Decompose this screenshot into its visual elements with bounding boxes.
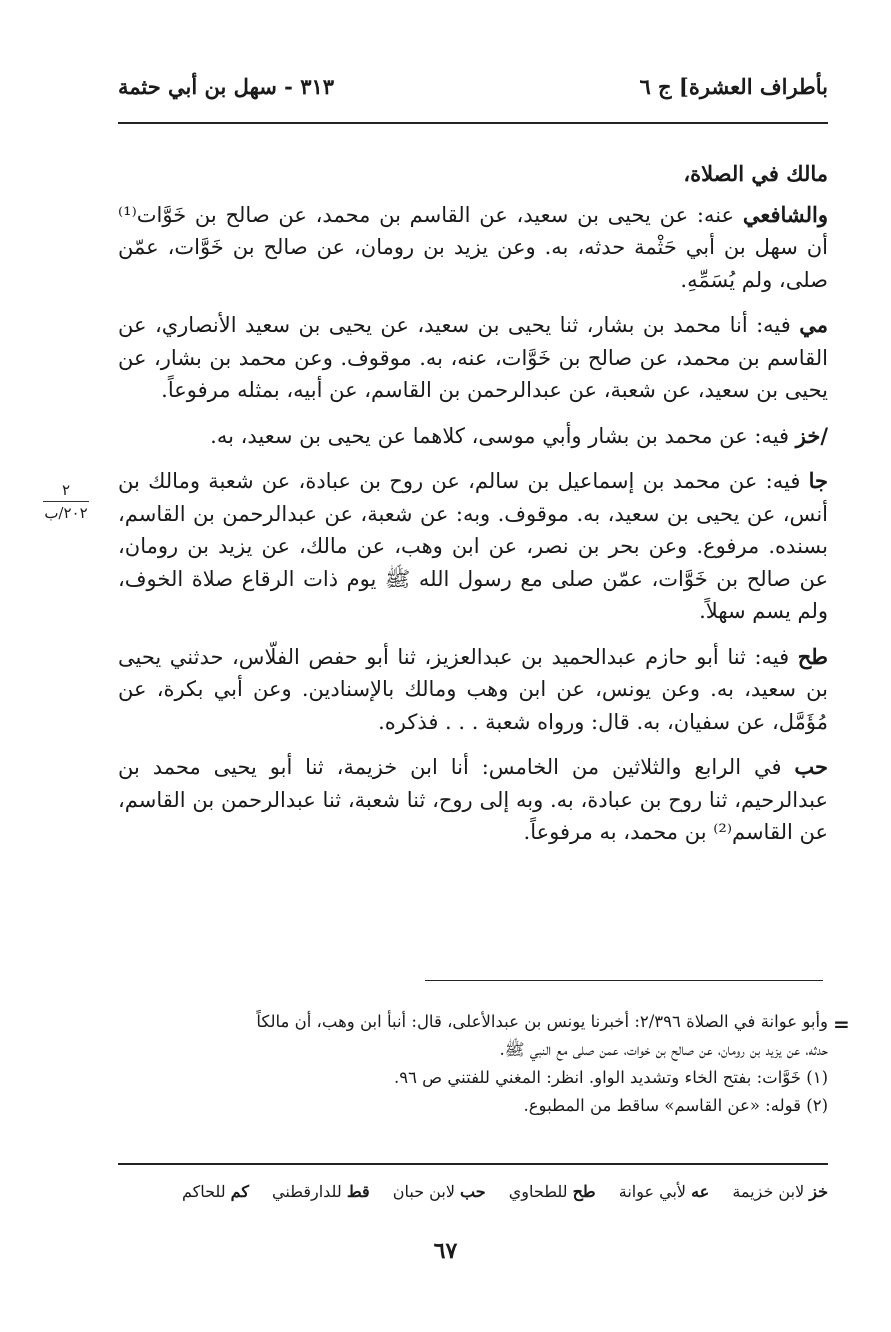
paragraph-text: فيه: عن محمد بن إسماعيل بن سالم، عن روح بن عبادة، عن شعبة ومالك بن أنس، عن يحيى بن سعيد، به. موقوف. وبه: عن شعبة، عن عبدالرحمن بن القاسم، بسنده. مرفوع. وعن بحر بن نصر، عن ابن وهب، عن مالك، عن يزيد بن رومان، عن صالح بن خَوَّات، عمّن صلى مع رسول الله ﷺ يوم ذات الرقاع صلاة الخوف، ولم يسم سهلاً. <box>118 469 828 623</box>
folio-divider <box>43 501 89 502</box>
source-siglum: حب <box>794 754 828 779</box>
page-header <box>118 74 828 114</box>
source-siglum: جا <box>808 468 828 493</box>
paragraph-khz <box>118 420 828 453</box>
abbreviation-item: عه لأبي عوانة <box>618 1182 710 1201</box>
source-siglum: طح <box>797 643 828 669</box>
entry-title: ٣١٣ - سهل بن أبي حثمة <box>118 74 335 99</box>
paragraph-text: في الرابع والثلاثين من الخامس: أنا ابن خزيمة، ثنا أبو يحيى محمد بن عبدالرحيم، ثنا روح بن عبادة، به. وبه إلى روح، ثنا شعبة، ثنا عبدالرحمن بن القاسم، عن القاسم⁽²⁾ بن محمد، به مرفوعاً. <box>118 755 828 844</box>
footnote-rule <box>425 980 823 981</box>
abbreviation-item: خز لابن خزيمة <box>732 1182 828 1201</box>
paragraph-th <box>118 641 828 739</box>
footnote-2: (٢) قوله: «عن القاسم» ساقط من المطبوع. <box>523 1096 828 1115</box>
source-siglum: /خز <box>795 422 828 448</box>
lead-line: مالك في الصلاة، <box>683 161 828 186</box>
paragraph-mi <box>118 309 828 407</box>
paragraph-ja <box>118 465 828 628</box>
manuscript-folio-note <box>30 480 102 523</box>
footnote-continuation-marker: = <box>833 1012 850 1036</box>
page-number: ٦٧ <box>433 1238 458 1264</box>
source-siglum: مي <box>799 312 828 337</box>
footnote-continuation-line: وأبو عوانة في الصلاة ٢/٣٩٦: أخبرنا يونس بن عبدالأعلى، قال: أنبأ ابن وهب، أن مالكاً <box>256 1012 828 1031</box>
abbreviation-item: قط للدارقطني <box>272 1182 370 1201</box>
header-rule <box>118 122 828 124</box>
abbreviation-item: حب لابن حبان <box>392 1182 486 1201</box>
footnotes <box>232 1008 828 1120</box>
abbreviations-rule <box>118 1163 828 1165</box>
paragraph-shafii <box>118 199 828 297</box>
footnote-continuation-line: حدثه، عن يزيد بن رومان، عن صالح بن خوات، عمن صلى مع النبي ﷺ. <box>499 1040 828 1059</box>
abbreviation-item: طح للطحاوي <box>508 1182 596 1201</box>
abbreviation-item: كم للحاكم <box>181 1182 249 1201</box>
paragraph-text: فيه: عن محمد بن بشار وأبي موسى، كلاهما عن يحيى بن سعيد، به. <box>210 423 796 448</box>
paragraph-text: فيه: أنا محمد بن بشار، ثنا يحيى بن سعيد، عن يحيى بن سعيد الأنصاري، عن القاسم بن محمد، عن صالح بن خَوَّات، عنه، به. موقوف. وعن محمد بن بشار، عن يحيى بن سعيد، عن شعبة، عن عبدالرحمن بن القاسم، عن أبيه، بمثله مرفوعاً. <box>118 313 829 402</box>
paragraph-text: عنه: عن يحيى بن سعيد، عن القاسم بن محمد، عن صالح بن خَوَّات⁽¹⁾ أن سهل بن أبي حَثْمة حدثه، به. وعن يزيد بن رومان، عن صالح بن خَوَّات، عمّن صلى، ولم يُسَمِّهِ. <box>118 202 828 292</box>
paragraph-hb <box>118 751 828 849</box>
footnote-1: (١) خَوَّات: بفتح الخاء وتشديد الواو. انظر: المغني للفتني ص ٩٦. <box>393 1068 828 1087</box>
main-text <box>118 158 828 862</box>
folio-top: ٢ <box>61 481 71 499</box>
folio-bottom: ٢٠٢/ب <box>44 504 88 522</box>
abbreviations-key <box>118 1182 828 1201</box>
running-title: بأطراف العشرة] ج ٦ <box>639 74 828 99</box>
paragraph-text: فيه: ثنا أبو حازم عبدالحميد بن عبدالعزيز، ثنا أبو حفص الفلّاس، حدثني يحيى بن سعيد، به. وعن يونس، عن ابن وهب ومالك بالإسنادين. وعن أبي بكرة، عن مُؤَمَّل، عن سفيان، به. قال: ورواه شعبة . . . فذكره. <box>118 644 828 734</box>
source-siglum: والشافعي <box>742 201 828 227</box>
